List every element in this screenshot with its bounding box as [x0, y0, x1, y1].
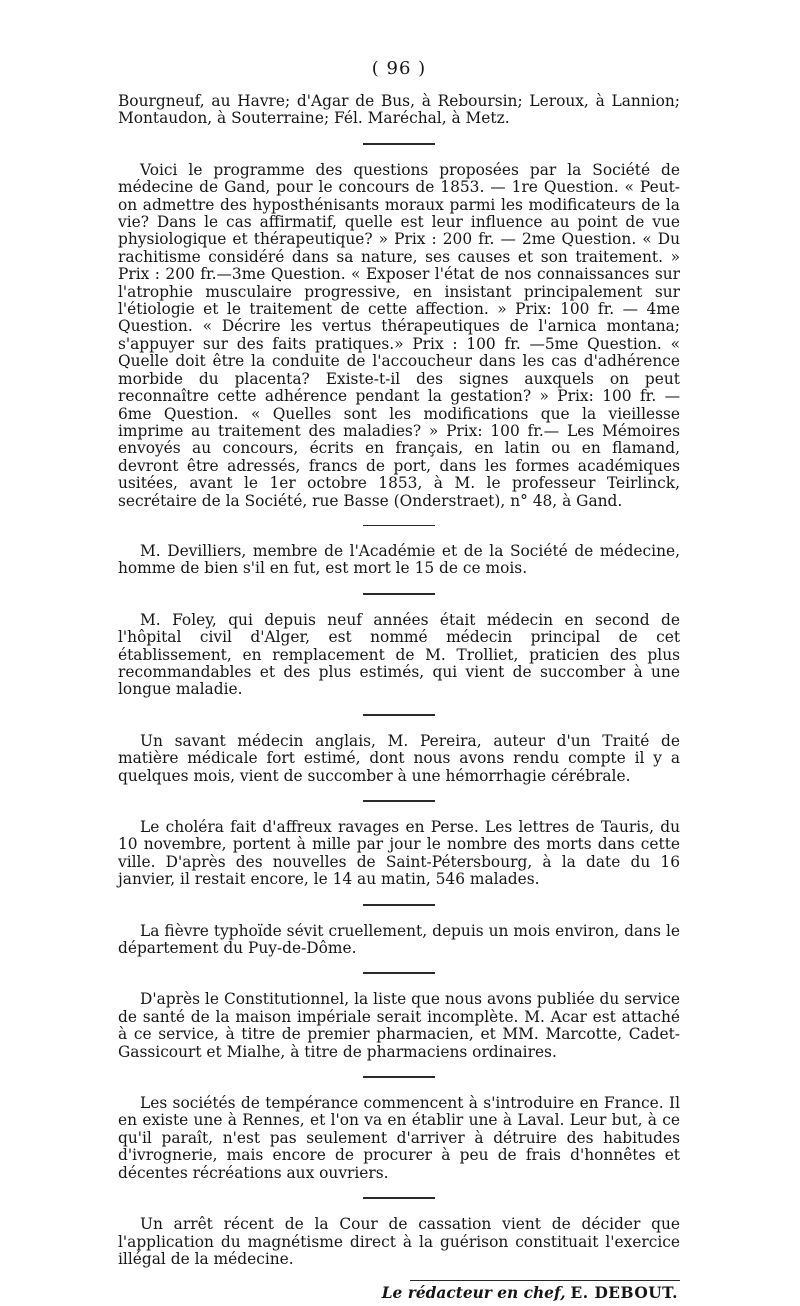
paragraph-pereira: Un savant médecin anglais, M. Pereira, auteur d'un Traité de matière médicale fort estimé, dont nous avons rendu compte il y a quelques mois, vient de succomber à une hémorrhagie cérébrale. — [118, 731, 680, 785]
paragraph-cholera: Le choléra fait d'affreux ravages en Perse. Les lettres de Tauris, du 10 novembre, portent à mille par jour le nombre des morts dans cette ville. D'après des nouvelles de Saint-Pétersbourg, à la date du 16 janvier, il restait encore, le 14 au matin, 546 malades. — [118, 818, 680, 889]
signature-block — [118, 1280, 680, 1306]
paragraph-gand-competition: Voici le programme des questions proposées par la Société de médecine de Gand, pour le concours de 1853. — 1re Question. « Peut-on admettre des hyposthénisants moraux parmi les modificateurs de la vie? Dans le cas affirmatif, quelle est leur influence au point de vue physiologique et thérapeutique? » Prix : 200 fr. — 2me Question. « Du rachitisme considéré dans sa nature, ses causes et son traitement. » Prix : 200 fr.—3me Question. « Exposer l'état de nos connaissances sur l'atrophie musculaire progressive, en insistant principalement sur l'étiologie et le traitement de cette affection. » Prix: 100 fr. — 4me Question. « Décrire les vertus thérapeutiques de l'arnica montana; s'appuyer sur des faits pratiques.» Prix : 100 fr. —5me Question. « Quelle doit être la conduite de l'accoucheur dans les cas d'adhérence morbide du placenta? Existe-t-il des signes auxquels on peut reconnaître cette adhérence pendant la gestation? » Prix: 100 fr. — 6me Question. « Quelles sont les modifications que la vieillesse imprime au traitement des maladies? » Prix: 100 fr.— Les Mémoires envoyés au concours, écrits en français, en latin ou en flamand, devront être adressés, francs de port, dans les formes académiques usitées, avant le 1er octobre 1853, à M. le professeur Teirlinck, secrétaire de la Société, rue Basse (Onderstraet), n° 48, à Gand. — [118, 160, 680, 510]
section-divider — [363, 1197, 435, 1199]
paragraph-temperance: Les sociétés de tempérance commencent à s'introduire en France. Il en existe une à Rennes, et l'on va en établir une à Laval. Leur but, à ce qu'il paraît, n'est pas seulement d'arriver à détruire des habitudes d'ivrognerie, mais encore de procurer à peu de frais d'honnêtes et décentes récréations aux ouvriers. — [118, 1094, 680, 1182]
section-divider — [363, 714, 435, 716]
section-divider — [363, 800, 435, 802]
paragraph-prize-list: Bourgneuf, au Havre; d'Agar de Bus, à Reboursin; Leroux, à Lannion; Montaudon, à Souterraine; Fél. Maréchal, à Metz. — [118, 92, 680, 128]
document-page — [118, 58, 680, 1306]
section-divider — [363, 972, 435, 974]
paragraph-magnetisme: Un arrêt récent de la Cour de cassation vient de décider que l'application du magnétisme direct à la guérison constituait l'exercice illégal de la médecine. — [118, 1215, 680, 1268]
signature — [382, 1284, 678, 1302]
section-divider — [363, 1076, 435, 1078]
signature-role: Le rédacteur en chef, — [381, 1284, 566, 1303]
paragraph-foley: M. Foley, qui depuis neuf années était médecin en second de l'hôpital civil d'Alger, est nommé médecin principal de cet établissement, en remplacement de M. Trolliet, praticien des plus recommandables et des plus estimés, qui vient de succomber à une longue maladie. — [118, 610, 680, 699]
paragraph-constitutionnel: D'après le Constitutionnel, la liste que nous avons publiée du service de santé de la maison impériale serait incomplète. M. Acar est attaché à ce service, à titre de premier pharmacien, et MM. Marcotte, Cadet-Gassicourt et Mialhe, à titre de pharmaciens ordinaires. — [118, 990, 680, 1061]
paragraph-typhoid: La fièvre typhoïde sévit cruellement, depuis un mois environ, dans le département du Puy-de-Dôme. — [118, 921, 680, 958]
section-divider — [363, 593, 435, 595]
signature-name: E. DEBOUT. — [570, 1284, 678, 1303]
section-divider — [363, 904, 435, 906]
section-divider — [363, 525, 435, 526]
paragraph-devilliers: M. Devilliers, membre de l'Académie et de la Société de médecine, homme de bien s'il en fut, est mort le 15 de ce mois. — [118, 541, 680, 578]
signature-rule — [410, 1280, 680, 1281]
section-divider — [363, 143, 435, 145]
page-number: ( 96 ) — [371, 58, 427, 79]
